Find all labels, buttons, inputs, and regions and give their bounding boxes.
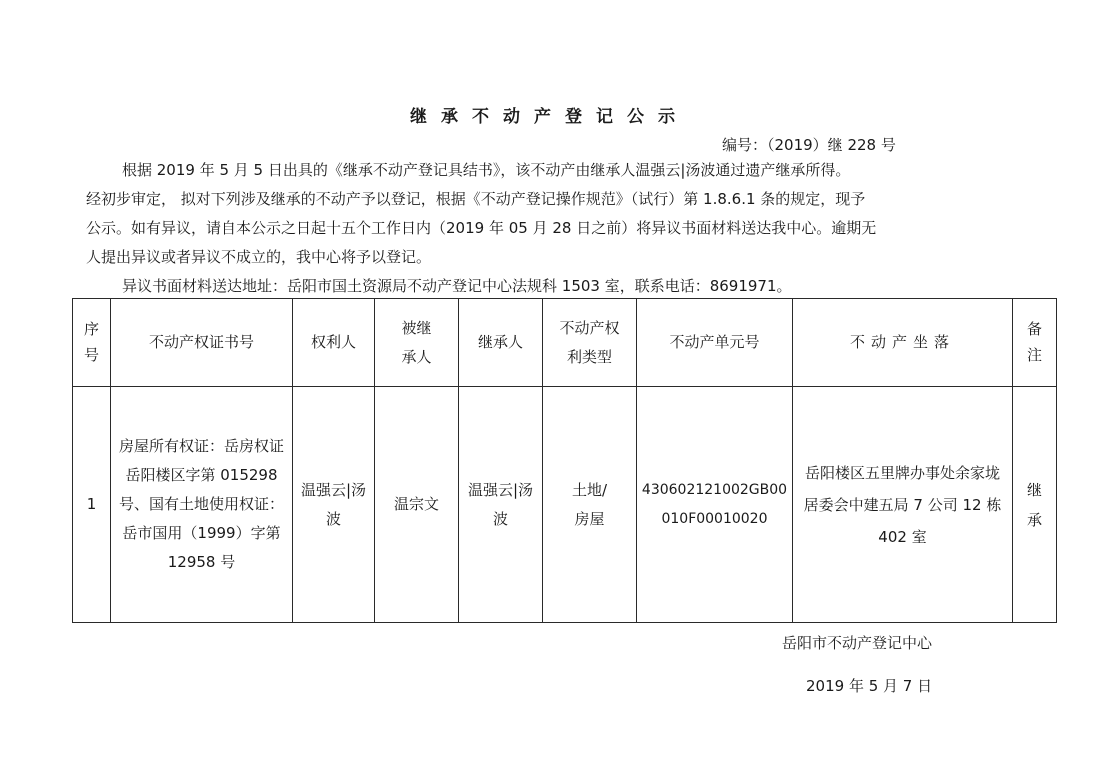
header-right-type: 不动产权利类型 [543, 299, 637, 387]
cell-unit-no: 430602121002GB00010F00010020 [637, 387, 793, 623]
notice-title: 继承不动产登记公示 [410, 107, 689, 127]
header-decedent: 被继承人 [375, 299, 459, 387]
cell-location: 岳阳楼区五里牌办事处余家垅居委会中建五局 7 公司 12 栋 402 室 [793, 387, 1013, 623]
header-cert-no: 不动产权证书号 [111, 299, 293, 387]
cell-remark: 继承 [1013, 387, 1057, 623]
document-number: 编号：（2019）继 228 号 [722, 136, 896, 154]
cell-cert-no: 房屋所有权证：岳房权证岳阳楼区字第 015298 号、国有土地使用权证：岳市国用（1999）字第 12958 号 [111, 387, 293, 623]
paragraph-line: 公示。如有异议，请自本公示之日起十五个工作日内（2019 年 05 月 28 日之前）将异议书面材料送达我中心。逾期无 [86, 219, 877, 237]
objection-address: 异议书面材料送达地址：岳阳市国土资源局不动产登记中心法规科 1503 室，联系电话：8691971。 [122, 277, 792, 295]
header-seq: 序号 [73, 299, 111, 387]
header-unit-no: 不动产单元号 [637, 299, 793, 387]
header-remark: 备注 [1013, 299, 1057, 387]
cell-right-type: 土地/房屋 [543, 387, 637, 623]
cell-seq: 1 [73, 387, 111, 623]
objection-address-paragraph [86, 272, 1036, 301]
issue-date: 2019 年 5 月 7 日 [806, 677, 933, 695]
property-table [72, 298, 1057, 623]
header-location: 不动产坐落 [793, 299, 1013, 387]
paragraph-line: 人提出异议或者异议不成立的，我中心将予以登记。 [86, 248, 432, 266]
issuing-authority: 岳阳市不动产登记中心 [782, 634, 933, 652]
cell-decedent: 温宗文 [375, 387, 459, 623]
header-holder: 权利人 [293, 299, 375, 387]
paragraph-line: 根据 2019 年 5 月 5 日出具的《继承不动产登记具结书》，该不动产由继承人温强云|汤波通过遗产继承所得。 [122, 161, 851, 179]
header-heir: 继承人 [459, 299, 543, 387]
table-header-row [73, 299, 1057, 387]
cell-heir: 温强云|汤波 [459, 387, 543, 623]
paragraph-line: 经初步审定， 拟对下列涉及继承的不动产予以登记，根据《不动产登记操作规范》（试行）第 1.8.6.1 条的规定，现予 [86, 190, 866, 208]
table-row [73, 387, 1057, 623]
notice-paragraph [86, 156, 1036, 272]
cell-holder: 温强云|汤波 [293, 387, 375, 623]
